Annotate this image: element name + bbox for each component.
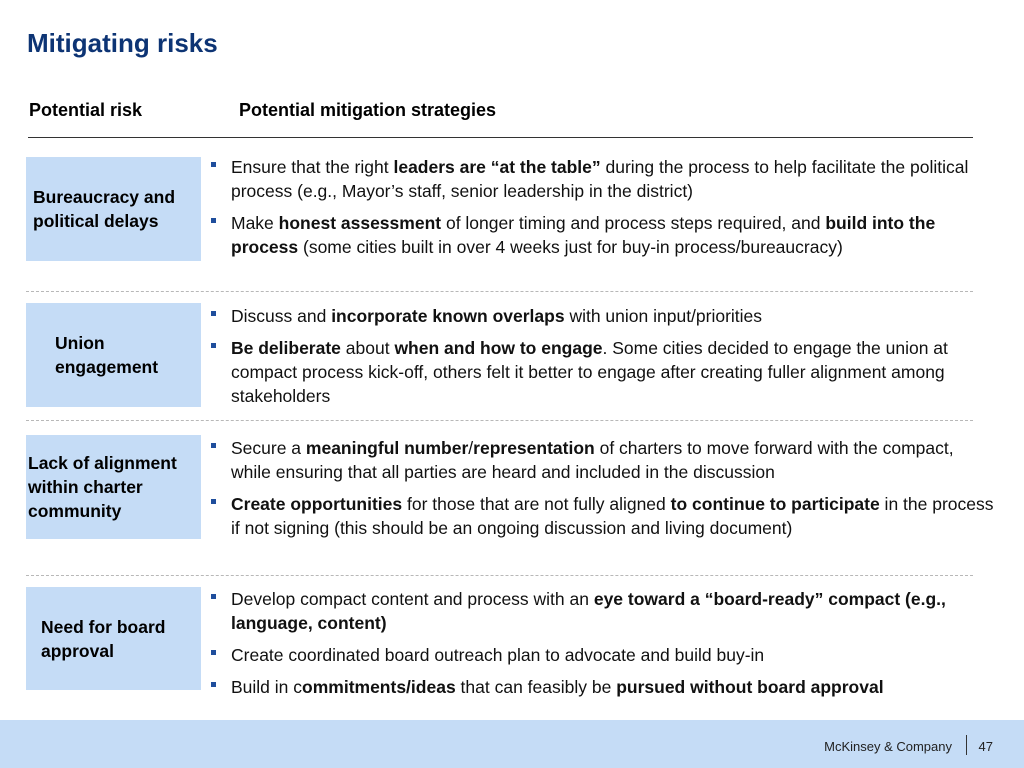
bullet-square-icon bbox=[211, 594, 216, 599]
bullet-square-icon bbox=[211, 499, 216, 504]
risk-box-board bbox=[26, 587, 201, 690]
bullet-square-icon bbox=[211, 162, 216, 167]
mitigation-list-alignment bbox=[208, 436, 998, 548]
bold-text: Be deliberate bbox=[231, 338, 341, 358]
text-run: of charters to move forward with the compact, while ensuring that all parties are heard and included in the discussion bbox=[231, 438, 954, 482]
bullet-text bbox=[231, 157, 968, 201]
bullet-text bbox=[231, 677, 884, 697]
text-run: Create coordinated board outreach plan to advocate and build buy-in bbox=[231, 645, 765, 665]
risk-label: Bureaucracy and political delays bbox=[33, 187, 176, 231]
bullet-text bbox=[231, 589, 946, 633]
footer-divider bbox=[966, 735, 967, 755]
text-run: for those that are not fully aligned bbox=[402, 494, 671, 514]
bold-text: incorporate known overlaps bbox=[331, 306, 565, 326]
bold-text: build into the process bbox=[231, 213, 936, 257]
bullet-item bbox=[208, 436, 998, 484]
text-run: Build in c bbox=[231, 677, 303, 697]
text-run: about bbox=[340, 338, 395, 358]
mitigation-list-board bbox=[208, 587, 998, 707]
bullet-text bbox=[231, 438, 954, 482]
row-separator bbox=[26, 575, 973, 576]
mitigation-list-bureaucracy bbox=[208, 155, 998, 267]
risk-box-bureaucracy bbox=[26, 157, 201, 261]
bold-text: eye toward a “board-ready” compact (e.g., language, content) bbox=[231, 589, 946, 633]
bullet-item bbox=[208, 155, 998, 203]
bold-text: meaningful number bbox=[305, 438, 469, 458]
text-run: in the process if not signing (this should be an ongoing discussion and living document) bbox=[231, 494, 994, 538]
row-separator bbox=[26, 291, 973, 292]
bullet-square-icon bbox=[211, 443, 216, 448]
bullet-square-icon bbox=[211, 650, 216, 655]
bold-text: to continue to participate bbox=[670, 494, 880, 514]
footer-company: McKinsey & Company bbox=[824, 739, 952, 754]
footer-bar bbox=[0, 720, 1024, 768]
text-run: during the process to help facilitate the political process (e.g., Mayor’s staff, senior leadership in the district) bbox=[231, 157, 969, 201]
bullet-square-icon bbox=[211, 343, 216, 348]
bullet-item bbox=[208, 643, 998, 667]
row-separator bbox=[26, 420, 973, 421]
column-header-risk: Potential risk bbox=[29, 100, 143, 120]
text-run: of longer timing and process steps required, and bbox=[441, 213, 826, 233]
bold-text: when and how to engage bbox=[394, 338, 603, 358]
text-run: / bbox=[468, 438, 474, 458]
bullet-text bbox=[231, 338, 948, 406]
bold-text: pursued without board approval bbox=[616, 677, 884, 697]
bold-text: Create opportunities bbox=[231, 494, 403, 514]
text-run: (some cities built in over 4 weeks just for buy-in process/bureaucracy) bbox=[298, 237, 843, 257]
bullet-text bbox=[231, 213, 935, 257]
risk-label: Lack of alignment within charter community bbox=[28, 453, 177, 521]
bold-text: representation bbox=[473, 438, 595, 458]
text-run: . Some cities decided to engage the union at compact process kick-off, others felt it better to engage after creating fuller alignment among stakeholders bbox=[231, 338, 948, 406]
bold-text: honest assessment bbox=[278, 213, 442, 233]
text-run: Make bbox=[231, 213, 279, 233]
bullet-text bbox=[231, 306, 762, 326]
bullet-item bbox=[208, 675, 998, 699]
text-run: with union input/priorities bbox=[564, 306, 763, 326]
header-divider bbox=[28, 137, 973, 138]
bullet-square-icon bbox=[211, 682, 216, 687]
risk-label: Union engagement bbox=[55, 333, 159, 377]
bullet-item bbox=[208, 304, 998, 328]
text-run: Develop compact content and process with an bbox=[231, 589, 594, 609]
bullet-square-icon bbox=[211, 218, 216, 223]
risk-box-alignment bbox=[26, 435, 201, 539]
bullet-text bbox=[231, 494, 994, 538]
bullet-item bbox=[208, 492, 998, 540]
column-header-strategies: Potential mitigation strategies bbox=[239, 100, 497, 120]
bullet-item bbox=[208, 336, 998, 408]
bullet-square-icon bbox=[211, 311, 216, 316]
page-number: 47 bbox=[978, 739, 993, 754]
bold-text: ommitments/ideas bbox=[302, 677, 456, 697]
text-run: Ensure that the right bbox=[231, 157, 394, 177]
text-run: that can feasibly be bbox=[455, 677, 617, 697]
bullet-item bbox=[208, 587, 998, 635]
risk-box-union bbox=[26, 303, 201, 407]
mitigation-list-union bbox=[208, 304, 998, 416]
risk-label: Need for board approval bbox=[41, 616, 166, 661]
text-run: Discuss and bbox=[231, 306, 332, 326]
bullet-text bbox=[231, 645, 764, 665]
bullet-item bbox=[208, 211, 998, 259]
text-run: Secure a bbox=[231, 438, 306, 458]
bold-text: leaders are “at the table” bbox=[393, 157, 601, 177]
page-title: Mitigating risks bbox=[27, 28, 218, 58]
